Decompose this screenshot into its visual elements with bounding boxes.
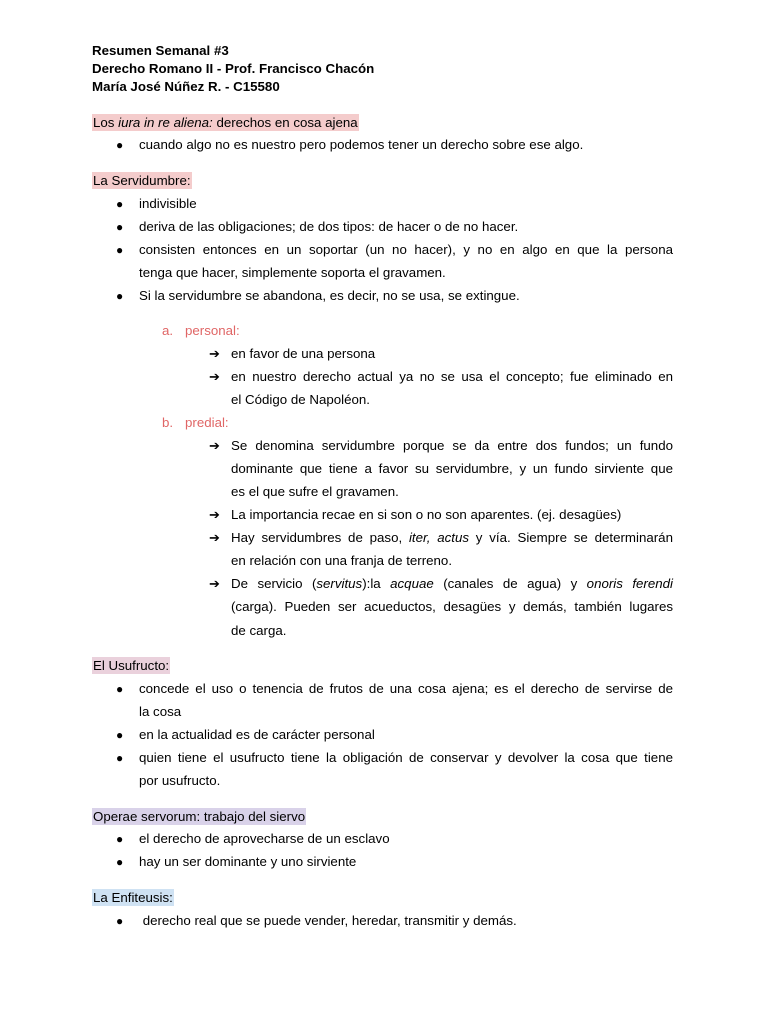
bullet-icon: ● [116, 751, 124, 765]
italic-text: onoris ferendi [586, 576, 673, 591]
sublist-marker: b. [162, 415, 174, 430]
sublist-label-personal: personal: [185, 323, 240, 338]
section-title-enfiteusis: La Enfiteusis: [93, 890, 173, 905]
list-item: cuando algo no es nuestro pero podemos tener un derecho sobre ese algo. [139, 137, 584, 152]
header-course: Derecho Romano II - Prof. Francisco Chacón [92, 61, 375, 76]
list-item-cont: por usufructo. [139, 773, 221, 788]
list-item: hay un ser dominante y uno sirviente [139, 854, 357, 869]
header-author: María José Núñez R. - C15580 [92, 79, 280, 94]
arrow-right-icon: ➔ [209, 576, 220, 591]
text: y vía. Siempre se determinarán [468, 530, 673, 545]
list-item: en nuestro derecho actual ya no se usa el concepto; fue eliminado en [231, 369, 673, 384]
section-title-iura [92, 114, 359, 131]
arrow-right-icon: ➔ [209, 530, 220, 545]
list-item-cont: tenga que hacer, simplemente soporta el gravamen. [139, 265, 446, 280]
list-item: Si la servidumbre se abandona, es decir, no se usa, se extingue. [139, 288, 520, 303]
arrow-right-icon: ➔ [209, 507, 220, 522]
arrow-right-icon: ➔ [209, 438, 220, 453]
bullet-icon: ● [116, 682, 124, 696]
list-item: el derecho de aprovecharse de un esclavo [139, 831, 390, 846]
list-item: en favor de una persona [231, 346, 376, 361]
list-item: en la actualidad es de carácter personal [139, 727, 375, 742]
bullet-icon: ● [116, 855, 124, 869]
text: (canales de agua) y [433, 576, 587, 591]
list-item-cont: en relación con una franja de terreno. [231, 553, 453, 568]
bullet-icon: ● [116, 289, 124, 303]
list-item: consisten entonces en un soportar (un no hacer), y no en algo en que la persona [139, 242, 673, 257]
bullet-icon: ● [116, 138, 124, 152]
text: De servicio ( [231, 576, 317, 591]
title-text: derechos en cosa ajena [212, 115, 358, 130]
bullet-icon: ● [116, 243, 124, 257]
title-text: Los [93, 115, 119, 130]
section-title-servidumbre: La Servidumbre: [93, 173, 191, 188]
text: ):la [362, 576, 391, 591]
list-item-cont: es el que sufre el gravamen. [231, 484, 399, 499]
italic-text: iter, actus [408, 530, 469, 545]
list-item: quien tiene el usufructo tiene la obligación de conservar y devolver la cosa que tiene [139, 750, 673, 765]
bullet-icon: ● [116, 728, 124, 742]
list-item-cont: dominante que tiene a favor su servidumbre, y un fundo sirviente que [231, 461, 673, 476]
list-item: derecho real que se puede vender, heredar, transmitir y demás. [139, 913, 517, 928]
bullet-icon: ● [116, 914, 124, 928]
text: Hay servidumbres de paso, [231, 530, 409, 545]
list-item-cont: de carga. [231, 623, 287, 638]
bullet-icon: ● [116, 832, 124, 846]
list-item [231, 575, 673, 593]
title-italic: iura in re aliena: [118, 115, 213, 130]
sublist-marker: a. [162, 323, 174, 338]
italic-text: acquae [390, 576, 434, 591]
list-item: Se denomina servidumbre porque se da entre dos fundos; un fundo [231, 438, 673, 453]
arrow-right-icon: ➔ [209, 369, 220, 384]
header-title: Resumen Semanal #3 [92, 43, 229, 58]
list-item [231, 529, 673, 547]
list-item: deriva de las obligaciones; de dos tipos: de hacer o de no hacer. [139, 219, 519, 234]
arrow-right-icon: ➔ [209, 346, 220, 361]
bullet-icon: ● [116, 220, 124, 234]
sublist-label-predial: predial: [185, 415, 229, 430]
section-title-operae: Operae servorum: trabajo del siervo [93, 809, 306, 824]
section-title-usufructo: El Usufructo: [93, 658, 170, 673]
list-item-cont: el Código de Napoléon. [231, 392, 370, 407]
italic-text: servitus [316, 576, 363, 591]
list-item: concede el uso o tenencia de frutos de una cosa ajena; es el derecho de servirse de [139, 681, 673, 696]
list-item: La importancia recae en si son o no son aparentes. (ej. desagües) [231, 507, 622, 522]
list-item-cont: (carga). Pueden ser acueductos, desagües y demás, también lugares [231, 599, 673, 614]
bullet-icon: ● [116, 197, 124, 211]
list-item-cont: la cosa [139, 704, 182, 719]
list-item: indivisible [139, 196, 197, 211]
